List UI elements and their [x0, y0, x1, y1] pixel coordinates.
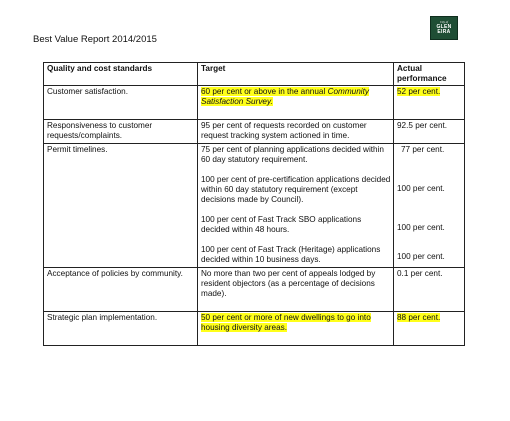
target-highlight: 50 per cent or more of new dwellings to go into housing diversity areas. — [201, 313, 371, 332]
city-of-glen-eira-logo — [430, 16, 458, 40]
cell-actual — [394, 312, 465, 346]
target-paragraph: 100 per cent of Fast Track (Heritage) applications decided within 10 business days. — [201, 245, 381, 264]
actual-value: 77 per cent. — [401, 145, 445, 154]
logo-line-1: City of — [439, 20, 449, 24]
target-highlight — [201, 87, 369, 106]
actual-value: 52 per cent. — [397, 87, 441, 96]
cell-target — [198, 86, 394, 120]
actual-value: 100 per cent. — [397, 252, 445, 261]
cell-target — [198, 144, 394, 268]
cell-standard: Permit timelines. — [44, 144, 198, 268]
target-paragraph: 100 per cent of Fast Track SBO applications decided within 48 hours. — [201, 215, 362, 234]
cell-standard: Customer satisfaction. — [44, 86, 198, 120]
actual-value: 100 per cent. — [397, 184, 445, 193]
target-paragraph: 75 per cent of planning applications decided within 60 day statutory requirement. — [201, 145, 384, 164]
best-value-table — [43, 62, 465, 346]
logo-line-3: EIRA — [437, 29, 451, 35]
table-row-strategic-plan — [44, 312, 465, 346]
cell-standard: Acceptance of policies by community. — [44, 268, 198, 312]
table-header-row — [44, 63, 465, 86]
cell-actual — [394, 144, 465, 268]
target-text: 60 per cent or above in the annual — [201, 87, 326, 96]
cell-standard: Responsiveness to customer requests/complaints. — [44, 120, 198, 144]
actual-value: 100 per cent. — [397, 223, 445, 232]
cell-target: No more than two per cent of appeals lodged by resident objectors (as a percentage of decisions made). — [198, 268, 394, 312]
cell-standard: Strategic plan implementation. — [44, 312, 198, 346]
header-target: Target — [198, 63, 394, 86]
target-survey-name: Community Satisfaction Survey. — [201, 87, 369, 106]
cell-target — [198, 312, 394, 346]
table-row-policy-acceptance — [44, 268, 465, 312]
actual-value: 88 per cent. — [397, 313, 441, 322]
target-paragraph: 100 per cent of pre-certification applications decided within 60 day statutory requirement (except decisions made by Council). — [201, 175, 391, 204]
cell-target: 95 per cent of requests recorded on customer request tracking system actioned in time. — [198, 120, 394, 144]
table-row-permit-timelines — [44, 144, 465, 268]
cell-actual: 0.1 per cent. — [394, 268, 465, 312]
logo-line-2: GLEN — [436, 24, 452, 30]
header-standard: Quality and cost standards — [44, 63, 198, 86]
report-title: Best Value Report 2014/2015 — [33, 34, 157, 45]
table-row-customer-satisfaction — [44, 86, 465, 120]
cell-actual: 92.5 per cent. — [394, 120, 465, 144]
header-actual: Actual performance — [394, 63, 465, 86]
table-row-responsiveness — [44, 120, 465, 144]
cell-actual — [394, 86, 465, 120]
